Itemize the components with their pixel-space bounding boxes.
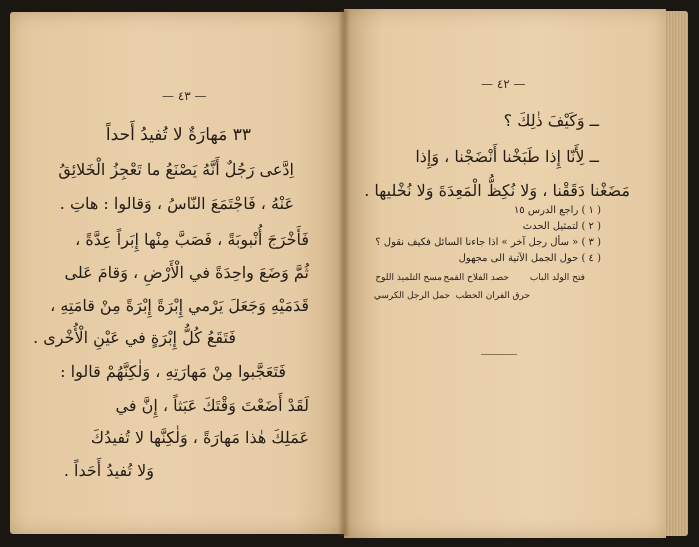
right-page-number: — ٤٢ — [481, 77, 526, 91]
book-gutter [338, 10, 350, 536]
text-line-9: عَمَلِكَ هٰذا مَهارَةً ، وَلٰكِنَّها لا تُفيدُكَ [90, 428, 309, 447]
page-edges [666, 11, 688, 536]
left-page [10, 12, 344, 534]
footnote-2: ( ٢ ) لتمثيل الحدث [522, 221, 601, 232]
text-line-6: فَتَقَعُ كُلُّ إِبْرَةٍ في عَيْنِ الْأُخْرى . [33, 328, 236, 347]
exercise-item: حمل الرجل الكرسي [373, 291, 450, 301]
exercise-item: فتح الولد الباب [529, 273, 585, 283]
text-line-1: اِدَّعى رَجُلٌ أَنَّهُ يَصْنَعُ ما تَعْجِزُ الْخَلائِقُ [58, 160, 294, 179]
footnote-3: ( ٣ ) « سأل رجل آخر » اذا جاءنا السائل فكيف نقول ؟ [375, 237, 601, 248]
text-line-5: قَدَمَيْهِ وَجَعَلَ يَرْمي إِبْرَةً إِبْرَةً مِنْ قامَتِهِ ، [50, 296, 309, 315]
text-line-7: فَتَعَجَّبوا مِنْ مَهارَتِهِ ، وَلٰكِنَّهُمْ قالوا : [60, 362, 286, 381]
dialogue-line-1: ــ وَكَيْفَ ذٰلِكَ ؟ [503, 111, 599, 130]
right-page [344, 9, 666, 538]
left-page-number: — ٤٣ — [162, 89, 207, 103]
text-line-4: ثُمَّ وَضَعَ واحِدَةً في الْأَرْضِ ، وَقامَ عَلى [64, 263, 309, 282]
dialogue-line-2: ــ لِأَنّا إِذا طَبَخْنا أَنْضَجْنا ، وَإِذا [415, 147, 599, 166]
footnote-4: ( ٤ ) حول الجمل الآتية الى مجهول [458, 253, 601, 264]
text-line-2: عَنْهُ ، فَاجْتَمَعَ النّاسُ ، وَقالوا : هاتِ . [59, 194, 294, 213]
exercise-item: حصد الفلاح القمح [443, 273, 509, 283]
text-line-8: لَقَدْ أَضَعْتَ وَقْتَكَ عَبَثاً ، إِنَّ في [115, 396, 309, 415]
dialogue-line-3: مَضَغْنا دَقَقْنا ، وَلا نُكِظُّ الْمَعِدَةَ وَلا نُخْليها . [364, 181, 630, 200]
exercise-item: مسح التلميذ اللوح [375, 273, 442, 283]
text-line-10: وَلا تُفيدُ أَحَداً . [63, 461, 154, 480]
end-rule [481, 354, 517, 355]
exercise-item: حرق الفران الحطب [455, 291, 530, 301]
footnote-1: ( ١ ) راجع الدرس ١٥ [513, 205, 601, 216]
text-line-3: فَأَخْرَجَ أُنْبوبَةً ، فَصَبَّ مِنْها إِبَراً عِدَّةً ، [75, 230, 309, 249]
lesson-title: ٣٣ مَهارَةٌ لا تُفيدُ أَحداً [105, 125, 251, 145]
